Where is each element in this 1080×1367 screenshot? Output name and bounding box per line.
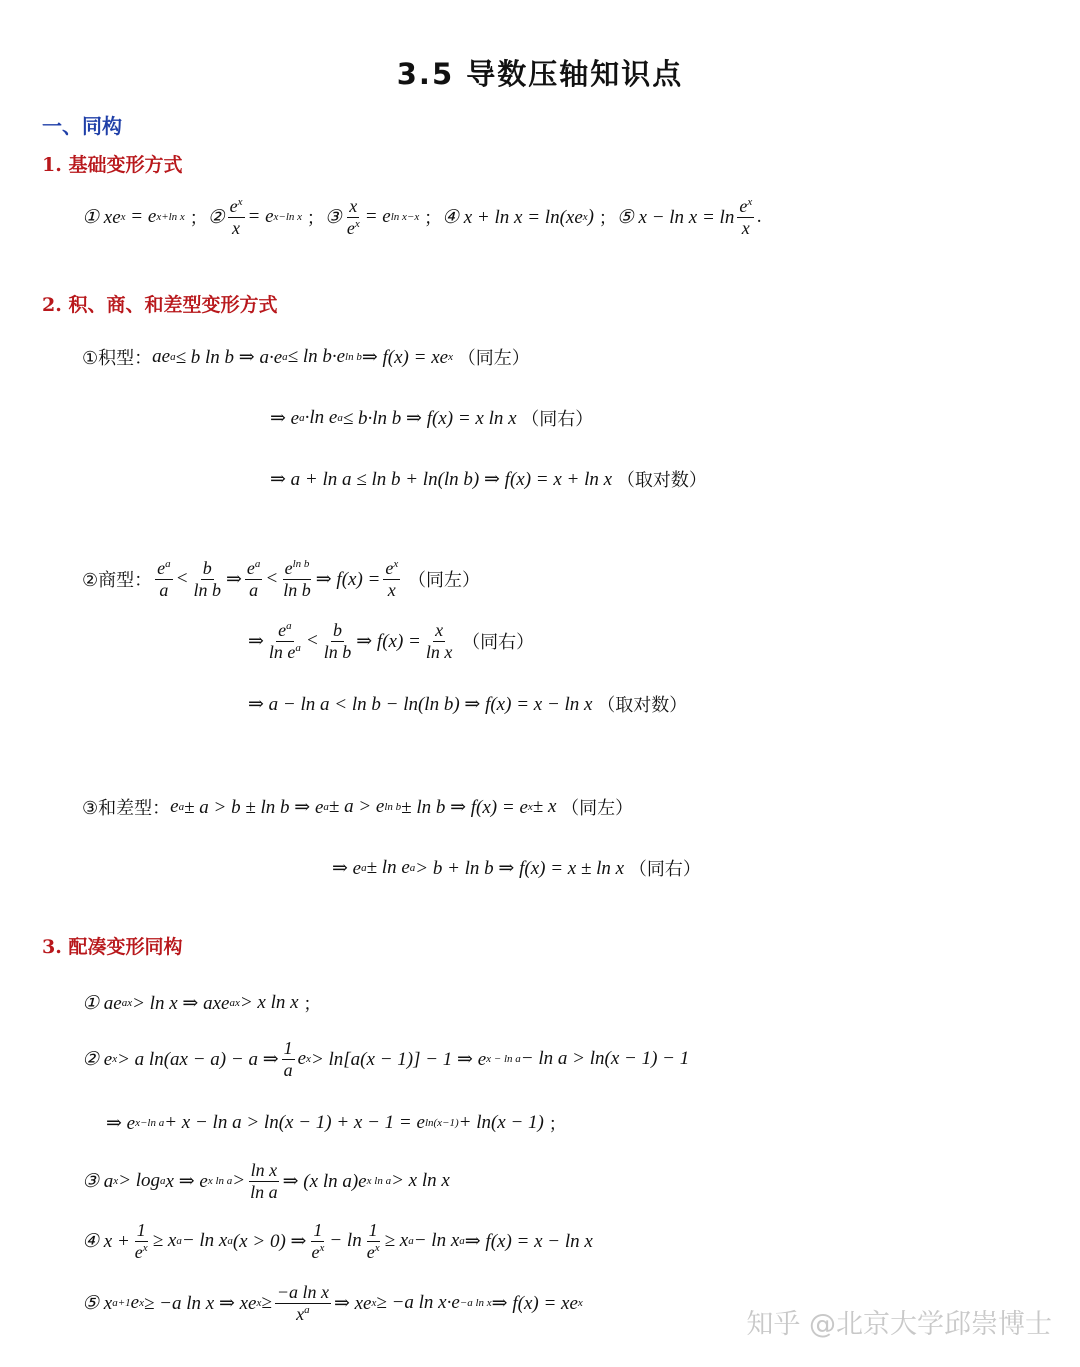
formula-pair-1: ① ae ax > ln x ⇒ axe ax > x ln x ； (82, 992, 322, 1015)
note-tongyou-3: （同右） (628, 859, 701, 880)
subheading-pairing: 3. 配凑变形同构 (42, 936, 183, 958)
formula-quotient-3: ⇒ a − ln a < ln b − ln(ln b) ⇒ f(x) = x − ln x （取对数） (248, 691, 687, 717)
formula-pair-4: ④ x + $\frac{1}{e^x}$ ≥ x a − ln x a (x > 0) ⇒ $\frac{1}{e^x}$ − ln $\frac{1}{e^x}$ ≥ x a − ln x a ⇒ f(x) = x − ln x (82, 1220, 593, 1262)
label-sumdiff: ③和差型： (82, 798, 171, 819)
note-log-2: （取对数） (597, 695, 688, 716)
label-product: ①积型： (82, 348, 153, 369)
formula-pair-2b: ⇒ e x−ln a + x − ln a > ln(x − 1) + x − 1 = e ln(x−1) + ln(x − 1) ； (106, 1112, 567, 1135)
note-tongyou-2: （同右） (462, 632, 535, 654)
formula-product-3: ⇒ a + ln a ≤ ln b + ln(ln b) ⇒ f(x) = x + ln x （取对数） (270, 466, 707, 492)
formula-sumdiff-1: ③和差型： e a ± a > b ± ln b ⇒ e a ± a > e ln b ± ln b ⇒ f(x) = e x ± x （同左） (82, 796, 634, 819)
note-log: （取对数） (616, 470, 707, 491)
note-tongyou: （同右） (521, 409, 594, 430)
subheading-product-quotient: 2. 积、商、和差型变形方式 (42, 294, 278, 316)
formula-pair-2: ② e x > a ln(ax − a) − a ⇒ $\frac{1}{a}$ e x > ln[a(x − 1)] − 1 ⇒ e x − ln a − ln a > ln(x − 1) − 1 (82, 1038, 690, 1080)
watermark: 知乎 @北京大学邱崇博士 (746, 1309, 1052, 1340)
formula-pair-5: ⑤ x a+1 e x ≥ −a ln x ⇒ xe x ≥ $\frac{\text{−a ln x}}{x^a}$ ⇒ xe x ≥ −a ln x·e −a ln x ⇒ f(x) = xe x (82, 1282, 583, 1324)
section-heading-tonggou: 一、同构 (42, 114, 122, 138)
note-tongzuo-3: （同左） (561, 798, 634, 819)
subheading-basic: 1. 基础变形方式 (42, 154, 183, 176)
formula-quotient-2: ⇒ $\frac{e^a}{\ln e^a}$ < $\frac{b}{\text{ln b}}$ ⇒ f(x) = $\frac{x}{\text{ln x}}$ （同右） (248, 620, 535, 662)
formula-sumdiff-2: ⇒ e a ± ln e a > b + ln b ⇒ f(x) = x ± ln x （同右） (332, 857, 701, 880)
note-tongzuo: （同左） (457, 348, 530, 369)
formula-product-2: ⇒ e a ·ln e a ≤ b·ln b ⇒ f(x) = x ln x （同右） (270, 407, 594, 430)
formula-pair-3: ③ a x > log a x ⇒ e x ln a > $\frac{\text{ln x}}{\text{ln a}}$ ⇒ (x ln a)e x ln a > x ln x (82, 1160, 450, 1202)
formula-product-1: ①积型： ae a ≤ b ln b ⇒ a·e a ≤ ln b·e ln b ⇒ f(x) = xe x （同左） (82, 346, 530, 369)
page-title: 3.5 导数压轴知识点 (396, 57, 684, 91)
label-quotient: ②商型： (82, 570, 153, 592)
formula-quotient-1: ②商型： $\frac{e^a}{a}$ < $\frac{b}{\text{ln b}}$ ⇒ $\frac{e^a}{a}$ < $\frac{e^{ln b}}{\text{ln b}}$ ⇒ f(x) = $\frac{e^x}{x}$ （同左） (82, 558, 480, 600)
formula-basic: ① xe x = e x+ln x ； ② $\frac{e^x}{x}$ = e x−ln x ； ③ $\frac{x}{e^x}$ = e ln x−x ； ④ x + ln x = ln(xe x ) ； ⑤ x − ln x = ln $\frac{e^x}{x}$ . (82, 196, 762, 238)
note-tongzuo-2: （同左） (408, 570, 480, 592)
